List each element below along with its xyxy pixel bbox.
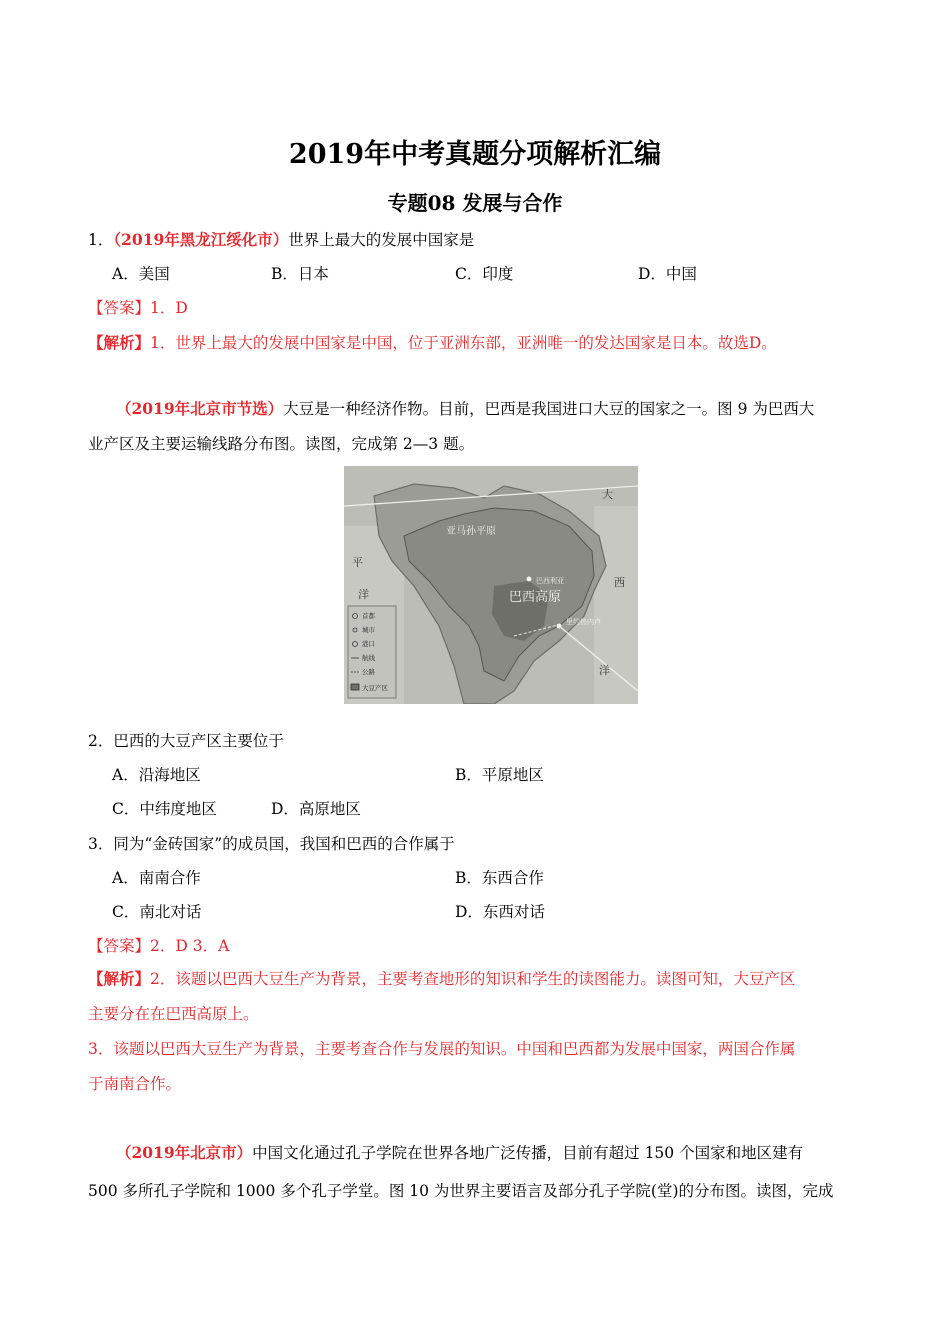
- q1-analysis-line: [88, 331, 777, 353]
- map-label-rio: 里约热内卢: [566, 618, 601, 626]
- map-label-amazon: 亚马孙平原: [446, 526, 496, 537]
- q2-stem: 2．巴西的大豆产区主要位于: [88, 732, 284, 750]
- q1-option-a: A．美国: [112, 265, 170, 283]
- q1-option-d: D．中国: [638, 265, 697, 283]
- legend-highway: 公路: [362, 668, 375, 676]
- q1-option-b: B．日本: [271, 265, 329, 283]
- group2-analysis2-a: 2．该题以巴西大豆生产为背景，主要考查地形的知识和学生的读图能力。读图可知，大豆产区: [150, 970, 796, 988]
- legend-soy-area: 大豆产区: [362, 684, 388, 692]
- q1-answer-line: [88, 296, 188, 318]
- group2-analysis3-b: 于南南合作。: [88, 1075, 182, 1093]
- capital-marker: [527, 577, 532, 582]
- q3-option-d: D．东西对话: [455, 903, 545, 921]
- map-label-plateau: 巴西高原: [509, 590, 562, 605]
- group2-analysis2-b: 主要分在在巴西高原上。: [88, 1005, 259, 1023]
- group2-analysis3-a: 3．该题以巴西大豆生产为背景，主要考查合作与发展的知识。中国和巴西都为发展中国家，两国合作属: [88, 1040, 796, 1058]
- group3-text1: 中国文化通过孔子学院在世界各地广泛传播，目前有超过 150 个国家和地区建有: [252, 1144, 804, 1162]
- group2-analysis-tag: 【解析】: [88, 969, 151, 988]
- q3-option-a: A．南南合作: [112, 869, 201, 887]
- q2-option-d: D．高原地区: [271, 800, 361, 818]
- group2-intro-line2: 业产区及主要运输线路分布图。读图，完成第 2—3 题。: [88, 435, 475, 453]
- q1-analysis: 1．世界上最大的发展中国家是中国，位于亚洲东部，亚洲唯一的发达国家是日本。故选D。: [150, 334, 777, 352]
- group3-source: （2019年北京市）: [116, 1143, 253, 1162]
- q1-number: 1．: [88, 231, 114, 249]
- group2-analysis-line1: [88, 963, 795, 995]
- map-label-yang-west: 洋: [358, 588, 369, 601]
- q1-stem-line: [88, 228, 474, 250]
- group3-line2: 500 多所孔子学院和 1000 多个孔子学堂。图 10 为世界主要语言及部分孔子学院(堂)的分布图。读图，完成: [88, 1182, 834, 1200]
- group2-answer-line: [88, 934, 229, 956]
- q1-option-c: C．印度: [455, 265, 514, 283]
- q2-option-b: B．平原地区: [455, 766, 544, 784]
- brazil-map-figure: [344, 466, 638, 704]
- legend-capital: 首都: [362, 612, 375, 620]
- brazil-map-svg: [344, 466, 638, 704]
- map-label-brasilia: 巴西利亚: [536, 577, 564, 585]
- map-label-ocean-da: 大: [602, 488, 613, 501]
- q1-answer: 1．D: [150, 299, 188, 317]
- map-label-yang-east: 洋: [599, 664, 610, 677]
- group2-answer-tag: 【答案】: [88, 937, 151, 955]
- q1-analysis-tag: 【解析】: [88, 333, 151, 352]
- q2-option-c: C．中纬度地区: [112, 800, 217, 818]
- group2-answer: 2．D 3．A: [150, 937, 230, 955]
- document-subtitle: 专题08 发展与合作: [387, 191, 563, 215]
- legend-route: 航线: [362, 654, 375, 662]
- map-label-ping: 平: [352, 556, 363, 569]
- q1-stem: 世界上最大的发展中国家是: [288, 231, 475, 249]
- document-title: 2019年中考真题分项解析汇编: [288, 139, 662, 170]
- q3-option-b: B．东西合作: [455, 869, 544, 887]
- q2-option-a: A．沿海地区: [112, 766, 201, 784]
- map-label-ocean-xi: 西: [614, 576, 625, 589]
- legend-port: 港口: [362, 640, 375, 648]
- group2-intro1: 大豆是一种经济作物。目前，巴西是我国进口大豆的国家之一。图 9 为巴西大: [283, 400, 815, 418]
- group2-intro-line1: [116, 393, 814, 425]
- legend-city: 城市: [362, 626, 375, 634]
- port-marker: [557, 624, 562, 629]
- group3-line1: [116, 1137, 803, 1169]
- q1-answer-tag: 【答案】: [88, 299, 151, 317]
- q1-source: （2019年黑龙江绥化市）: [113, 230, 289, 249]
- q3-option-c: C．南北对话: [112, 903, 202, 921]
- q3-stem: 3．同为“金砖国家”的成员国，我国和巴西的合作属于: [88, 835, 455, 853]
- group2-source: （2019年北京市节选）: [116, 399, 284, 418]
